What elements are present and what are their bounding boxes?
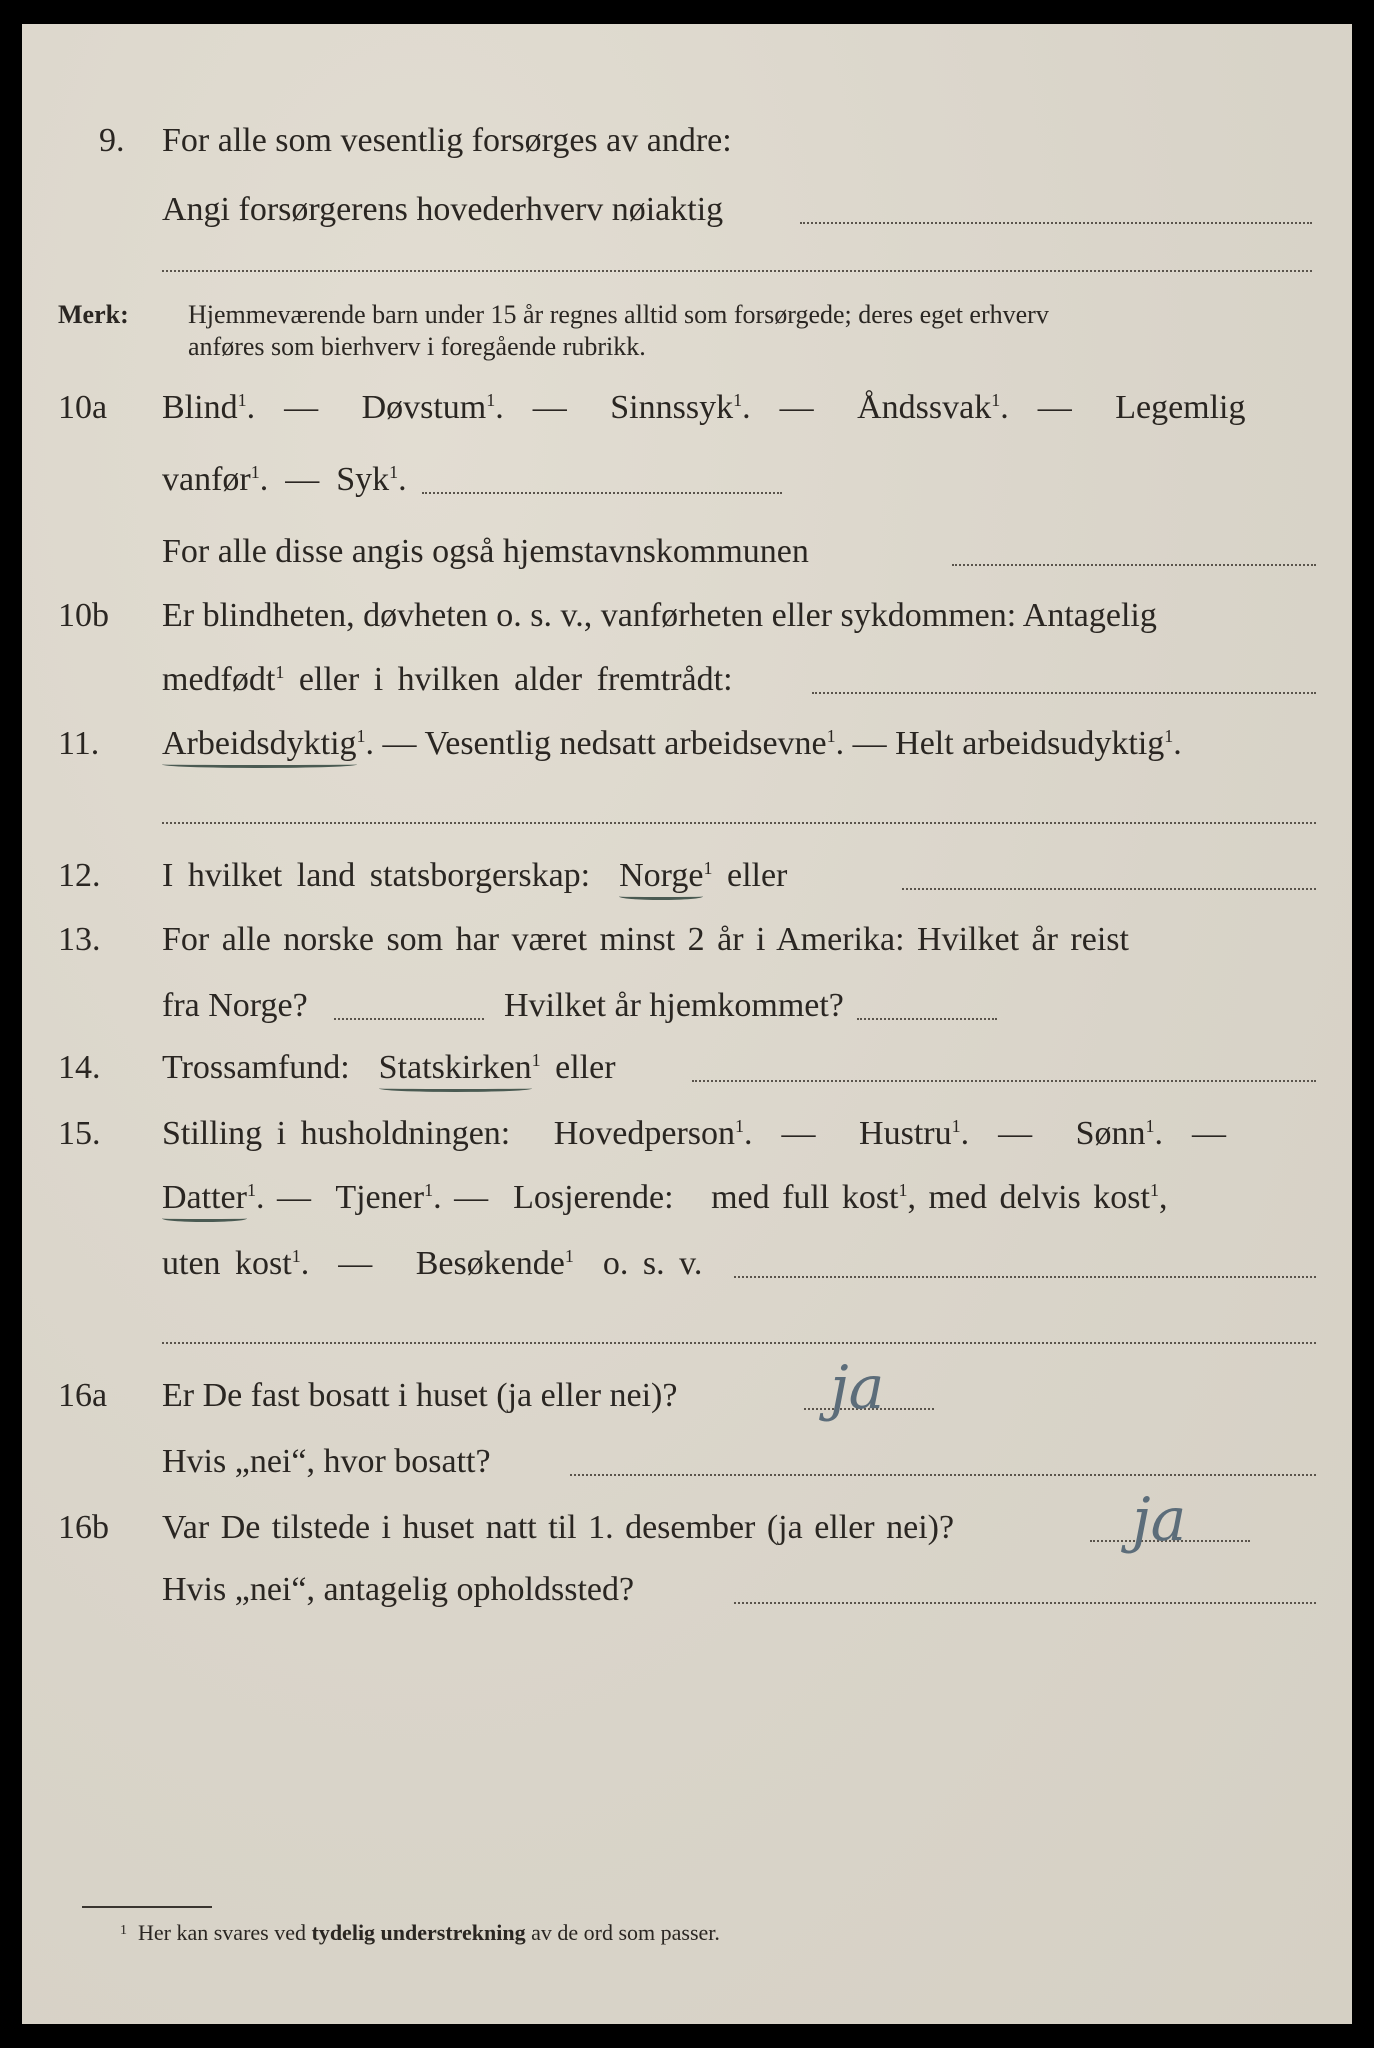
- merk-label: Merk:: [58, 300, 129, 329]
- q12-question: I hvilket land statsborgerskap: Norge$^1$ eller: [162, 857, 788, 894]
- option-udyktig[interactable]: Helt arbeidsudyktig: [895, 725, 1165, 762]
- option-datter-underlined[interactable]: Datter: [162, 1179, 247, 1216]
- q10b-question-2: medfødt$^1$ eller i hvilken alder fremtrådt:: [162, 661, 733, 698]
- option-hustru[interactable]: Hustru: [859, 1115, 952, 1152]
- q11-answer-field[interactable]: [162, 822, 1316, 824]
- option-medfodt[interactable]: medfødt: [162, 661, 276, 698]
- option-statskirken-underlined[interactable]: Statskirken: [378, 1049, 532, 1086]
- option-hovedperson[interactable]: Hovedperson: [553, 1115, 736, 1152]
- q9-instruction: Angi forsørgerens hovederhverv nøiaktig: [162, 191, 724, 228]
- merk-line-1: Hjemmeværende barn under 15 år regnes alltid som forsørgede; deres eget erhverv: [188, 300, 1049, 329]
- q13-hjemkommet-field[interactable]: [857, 1018, 997, 1020]
- q16a-bosatt-field[interactable]: [570, 1474, 1316, 1476]
- q15-options-3: uten kost$^1$. — Besøkende$^1$ o. s. v.: [162, 1245, 703, 1282]
- q9-question: For alle som vesentlig forsørges av andre:: [162, 122, 732, 159]
- q16b-number: 16b: [58, 1509, 109, 1546]
- q10a-hjemstavn-field[interactable]: [952, 564, 1316, 566]
- option-norge-underlined[interactable]: Norge: [619, 857, 704, 894]
- q10a-options-2: vanfør$^1$. — Syk$^1$.: [162, 461, 407, 498]
- q15-answer-field[interactable]: [734, 1276, 1316, 1278]
- q16b-opholdssted-field[interactable]: [734, 1602, 1316, 1604]
- option-blind[interactable]: Blind: [162, 389, 238, 426]
- q10b-number: 10b: [58, 597, 109, 634]
- q16b-nei-label: Hvis „nei“, antagelig opholdssted?: [162, 1571, 635, 1608]
- option-besokende[interactable]: Besøkende: [415, 1245, 565, 1282]
- q16b-question: Var De tilstede i huset natt til 1. desember (ja eller nei)?: [162, 1509, 955, 1546]
- q16a-question: Er De fast bosatt i huset (ja eller nei)?: [162, 1377, 678, 1414]
- option-arbeidsdyktig-underlined[interactable]: Arbeidsdyktig: [162, 725, 357, 762]
- q9-answer-field[interactable]: [800, 222, 1312, 224]
- q13-hjemkommet-label: Hvilket år hjemkommet?: [504, 987, 844, 1024]
- option-full-kost[interactable]: med full kost: [711, 1179, 899, 1216]
- option-sinnssyk[interactable]: Sinnssyk: [610, 389, 734, 426]
- option-delvis-kost[interactable]: med delvis kost: [928, 1179, 1150, 1216]
- q11-number: 11.: [58, 725, 100, 762]
- option-syk[interactable]: Syk: [336, 461, 390, 498]
- q10b-answer-field[interactable]: [812, 692, 1316, 694]
- option-uten-kost[interactable]: uten kost: [162, 1245, 292, 1282]
- q14-number: 14.: [58, 1049, 101, 1086]
- q14-answer-field[interactable]: [692, 1080, 1316, 1082]
- q16a-nei-label: Hvis „nei“, hvor bosatt?: [162, 1443, 491, 1480]
- option-dovstum[interactable]: Døvstum: [361, 389, 487, 426]
- census-form-page: [22, 24, 1352, 2024]
- q13-question: For alle norske som har været minst 2 år i Amerika: Hvilket år reist: [162, 921, 1129, 958]
- q10b-question: Er blindheten, døvheten o. s. v., vanførheten eller sykdommen: Antagelig: [162, 597, 1157, 634]
- option-andssvak[interactable]: Åndssvak: [857, 389, 992, 426]
- option-vanfor[interactable]: vanfør: [162, 461, 251, 498]
- q15-question: Stilling i husholdningen: Hovedperson$^1$. — Hustru$^1$. — Sønn$^1$. —: [162, 1115, 1227, 1152]
- q13-reist-label: fra Norge?: [162, 987, 308, 1024]
- option-nedsatt[interactable]: Vesentlig nedsatt arbeidsevne: [424, 725, 827, 762]
- footnote: $^1$ Her kan svares ved tydelig understrekning av de ord som passer.: [120, 1920, 720, 1945]
- q10a-options: Blind$^1$. — Døvstum$^1$. — Sinnssyk$^1$. — Åndssvak$^1$. — Legemlig: [162, 389, 1246, 426]
- q9-number: 9.: [99, 122, 125, 159]
- q12-number: 12.: [58, 857, 101, 894]
- q16a-number: 16a: [58, 1377, 108, 1414]
- q13-number: 13.: [58, 921, 101, 958]
- footnote-rule: [82, 1906, 212, 1908]
- q15-number: 15.: [58, 1115, 101, 1152]
- q16b-handwritten-answer[interactable]: ja: [1132, 1485, 1187, 1555]
- q10a-number: 10a: [58, 389, 108, 426]
- q12-answer-field[interactable]: [902, 888, 1316, 890]
- option-sonn[interactable]: Sønn: [1075, 1115, 1146, 1152]
- q10a-answer-field[interactable]: [422, 492, 782, 494]
- q15-answer-field-2[interactable]: [162, 1342, 1316, 1344]
- q10a-hjemstavn-label: For alle disse angis også hjemstavnskommunen: [162, 533, 809, 570]
- q11-options: Arbeidsdyktig$^1$. — Vesentlig nedsatt arbeidsevne$^1$. — Helt arbeidsudyktig$^1$.: [162, 725, 1182, 762]
- q13-reist-field[interactable]: [334, 1018, 484, 1020]
- q15-options-2: Datter$^1$. — Tjener$^1$. — Losjerende: med full kost$^1$, med delvis kost$^1$,: [162, 1179, 1168, 1216]
- merk-line-2: anføres som bierhverv i foregående rubrikk.: [188, 332, 646, 361]
- q14-question: Trossamfund: Statskirken$^1$ eller: [162, 1049, 616, 1086]
- q9-answer-field-2[interactable]: [162, 270, 1312, 272]
- option-tjener[interactable]: Tjener: [335, 1179, 425, 1216]
- q16a-handwritten-answer[interactable]: ja: [830, 1353, 885, 1423]
- option-legemlig[interactable]: Legemlig: [1115, 389, 1246, 426]
